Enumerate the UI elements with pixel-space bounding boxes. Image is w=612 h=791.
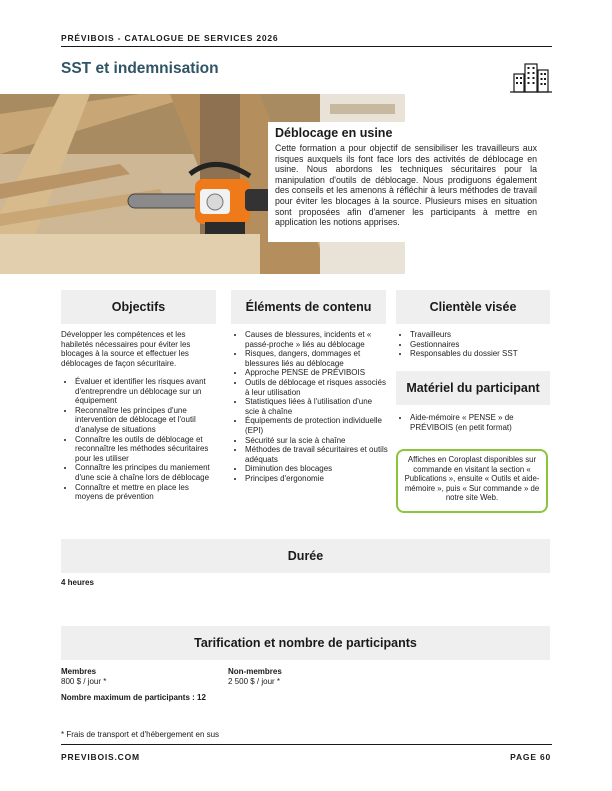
materiel-heading: Matériel du participant <box>396 371 550 405</box>
members-label: Membres <box>61 667 97 676</box>
duree-value: 4 heures <box>61 578 94 587</box>
list-item: • Diminution des blocages <box>245 464 388 474</box>
list-item: • Équipements de protection individuelle (EPI) <box>245 416 388 435</box>
objectifs-heading: Objectifs <box>61 290 216 324</box>
list-item: • Évaluer et identifier les risques avant d'entreprendre un déblocage sur un équipement <box>75 377 218 406</box>
list-item: • Causes de blessures, incidents et « passé-proche » liés au déblocage <box>245 330 388 349</box>
list-item: • Connaître les outils de déblocage et reconnaître les méthodes sécuritaires pour les utiliser <box>75 435 218 464</box>
contenu-heading: Éléments de contenu <box>231 290 386 324</box>
course-title: Déblocage en usine <box>275 126 393 140</box>
clientele-list <box>396 330 555 359</box>
footnote: * Frais de transport et d'hébergement en sus <box>61 730 220 739</box>
nonmembers-price: 2 500 $ / jour * <box>228 677 281 686</box>
list-item: • Travailleurs <box>410 330 555 340</box>
clientele-heading: Clientèle visée <box>396 290 550 324</box>
list-item: • Risques, dangers, dommages et blessures liés au déblocage <box>245 349 388 368</box>
catalogue-header: PRÉVIBOIS - CATALOGUE DE SERVICES 2026 <box>61 33 279 43</box>
objectifs-intro: Développer les compétences et les habiletés nécessaires pour éviter les blocages à la source et effectuer les déblocages de façon sécuritaire. <box>61 330 191 368</box>
members-price: 800 $ / jour * <box>61 677 107 686</box>
list-item: • Méthodes de travail sécuritaires et outils adéquats <box>245 445 388 464</box>
list-item: • Principes d'ergonomie <box>245 474 388 484</box>
materiel-list <box>396 413 555 432</box>
list-item: • Gestionnaires <box>410 340 555 350</box>
nonmembers-label: Non-membres <box>228 667 282 676</box>
contenu-list <box>231 330 388 484</box>
list-item: • Responsables du dossier SST <box>410 349 555 359</box>
coroplast-callout: Affiches en Coroplast disponibles sur commande en visitant la section « Publications », ensuite « Outils et aide-mémoire », puis « Sur commande » de notre site Web. <box>396 449 548 513</box>
objectifs-list <box>61 377 218 502</box>
page-number: PAGE 60 <box>510 752 551 762</box>
list-item: • Approche PENSE de PRÉVIBOIS <box>245 368 388 378</box>
list-item: • Aide-mémoire « PENSE » de PRÉVIBOIS (en petit format) <box>410 413 555 432</box>
list-item: • Statistiques liées à l'utilisation d'une scie à chaîne <box>245 397 388 416</box>
course-description: Cette formation a pour objectif de sensibiliser les travailleurs aux risques auxquels ils font face lors des activités de déblocage en usine. Nous abordons les techniques sécuritaires pour la manipulation d'outils de déblocage. Nous prodiguons également des conseils et les amenons à réfléchir à leurs méthodes de travail pour éviter les blocages à la source. Plusieurs mises en situation sont proposées afin d'amener les participants à mettre en application les notions apprises. <box>275 143 537 228</box>
duree-heading: Durée <box>61 539 550 573</box>
tarification-heading: Tarification et nombre de participants <box>61 626 550 660</box>
list-item: • Reconnaître les principes d'une intervention de déblocage et l'outil d'analyse de situations <box>75 406 218 435</box>
max-participants: Nombre maximum de participants : 12 <box>61 693 206 702</box>
website-link[interactable]: PREVIBOIS.COM <box>61 752 140 762</box>
list-item: • Sécurité sur la scie à chaîne <box>245 436 388 446</box>
list-item: • Outils de déblocage et risques associés à leur utilisation <box>245 378 388 397</box>
list-item: • Connaître et mettre en place les moyens de prévention <box>75 483 218 502</box>
footer-divider <box>61 744 552 745</box>
list-item: • Connaître les principes du maniement d'une scie à chaîne lors de déblocage <box>75 463 218 482</box>
building-icon <box>510 60 552 94</box>
page-title: SST et indemnisation <box>61 60 219 77</box>
header-divider <box>61 46 552 47</box>
